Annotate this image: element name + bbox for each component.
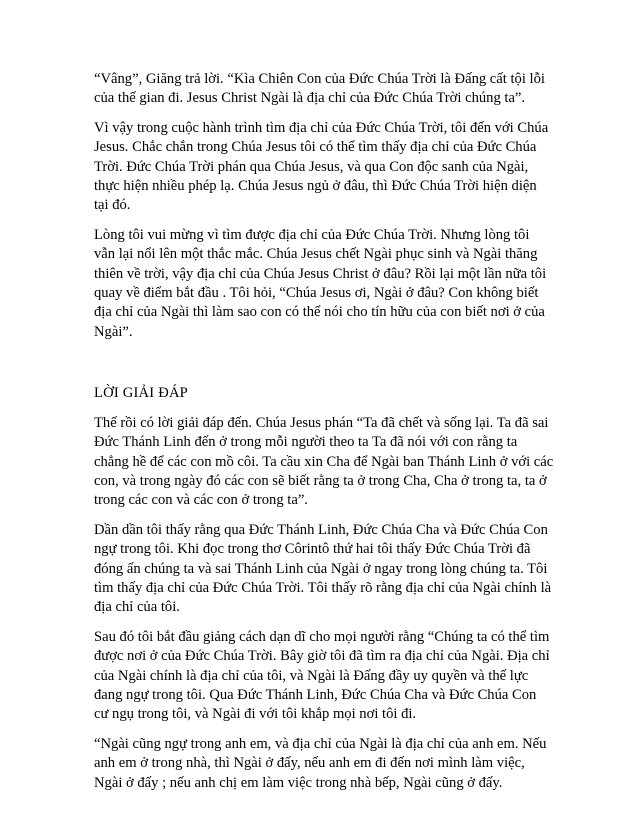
paragraph-7: “Ngài cũng ngự trong anh em, và địa chỉ của Ngài là địa chỉ của anh em. Nếu anh em ở trong nhà, thì Ngài ở đấy, nếu anh em đi đến nơi mình làm việc, Ngài ở đấy ; nếu anh chị em làm việc trong nhà bếp, Ngài cũng ở đấy. (94, 735, 547, 791)
paragraph-5: Dần dần tôi thấy rằng qua Đức Thánh Linh, Đức Chúa Cha và Đức Chúa Con ngự trong tôi. Khi đọc trong thơ Côrintô thứ hai tôi thấy Đức Chúa Trời đã đóng ấn chúng ta và sai Thánh Linh của Ngài ở ngay trong lòng chúng ta. Tôi tìm thấy địa chỉ của Đức Chúa Trời. Tôi thấy rõ rằng địa chỉ của Ngài chính là địa chỉ của tôi. (94, 521, 552, 616)
paragraph-6: Sau đó tôi bắt đầu giảng cách dạn dĩ cho mọi người rằng “Chúng ta có thể tìm được nơi ở của Đức Chúa Trời. Bây giờ tôi đã tìm ra địa chỉ của Ngài. Địa chỉ của Ngài chính là địa chỉ của tôi, và Ngài là Đấng đầy uy quyền và thế lực đang ngự trong tôi. Qua Đức Thánh Linh, Đức Chúa Cha và Đức Chúa Con cư ngụ trong tôi, và Ngài đi với tôi khắp mọi nơi tôi đi. (94, 628, 550, 723)
paragraph-1: “Vâng”, Giăng trả lời. “Kìa Chiên Con của Đức Chúa Trời là Đấng cất tội lỗi của thế gian đi. Jesus Christ Ngài là địa chỉ của Đức Chúa Trời chúng ta”. (94, 71, 545, 107)
paragraph-3: Lòng tôi vui mừng vì tìm được địa chỉ của Đức Chúa Trời. Nhưng lòng tôi vẫn lại nổi lên một thắc mắc. Chúa Jesus chết Ngài phục sinh và Ngài thăng thiên về trời, vậy địa chỉ của Chúa Jesus Christ ở đâu? Rồi lại một lần nữa tôi quay về điểm bắt đầu . Tôi hỏi, “Chúa Jesus ơi, Ngài ở đâu? Con không biết địa chỉ của Ngài thì làm sao con có thể nói cho tín hữu của con biết nơi ở của Ngài”. (94, 226, 547, 340)
paragraph-4: Thế rồi có lời giải đáp đến. Chúa Jesus phán “Ta đã chết và sống lại. Ta đã sai Đức Thánh Linh đến ở trong mỗi người theo ta Ta đã nói với con rằng ta chẳng hề để các con mồ côi. Ta cầu xin Cha để Ngài ban Thánh Linh ở với các con, và trong ngày đó các con sẽ biết rằng ta ở trong Cha, Cha ở trong ta, ta ở trong các con và các con ở trong ta”. (94, 414, 554, 509)
paragraph-2: Vì vậy trong cuộc hành trình tìm địa chỉ của Đức Chúa Trời, tôi đến với Chúa Jesus. Chắc chắn trong Chúa Jesus tôi có thể tìm thấy địa chỉ của Đức Chúa Trời. Đức Chúa Trời phán qua Chúa Jesus, và qua Con độc sanh của Ngài, thực hiện nhiều phép lạ. Chúa Jesus ngủ ở đâu, thì Đức Chúa Trời hiện diện tại đó. (94, 119, 549, 214)
document-page (94, 70, 554, 803)
section-heading: LỜI GIẢI ĐÁP (94, 385, 189, 402)
